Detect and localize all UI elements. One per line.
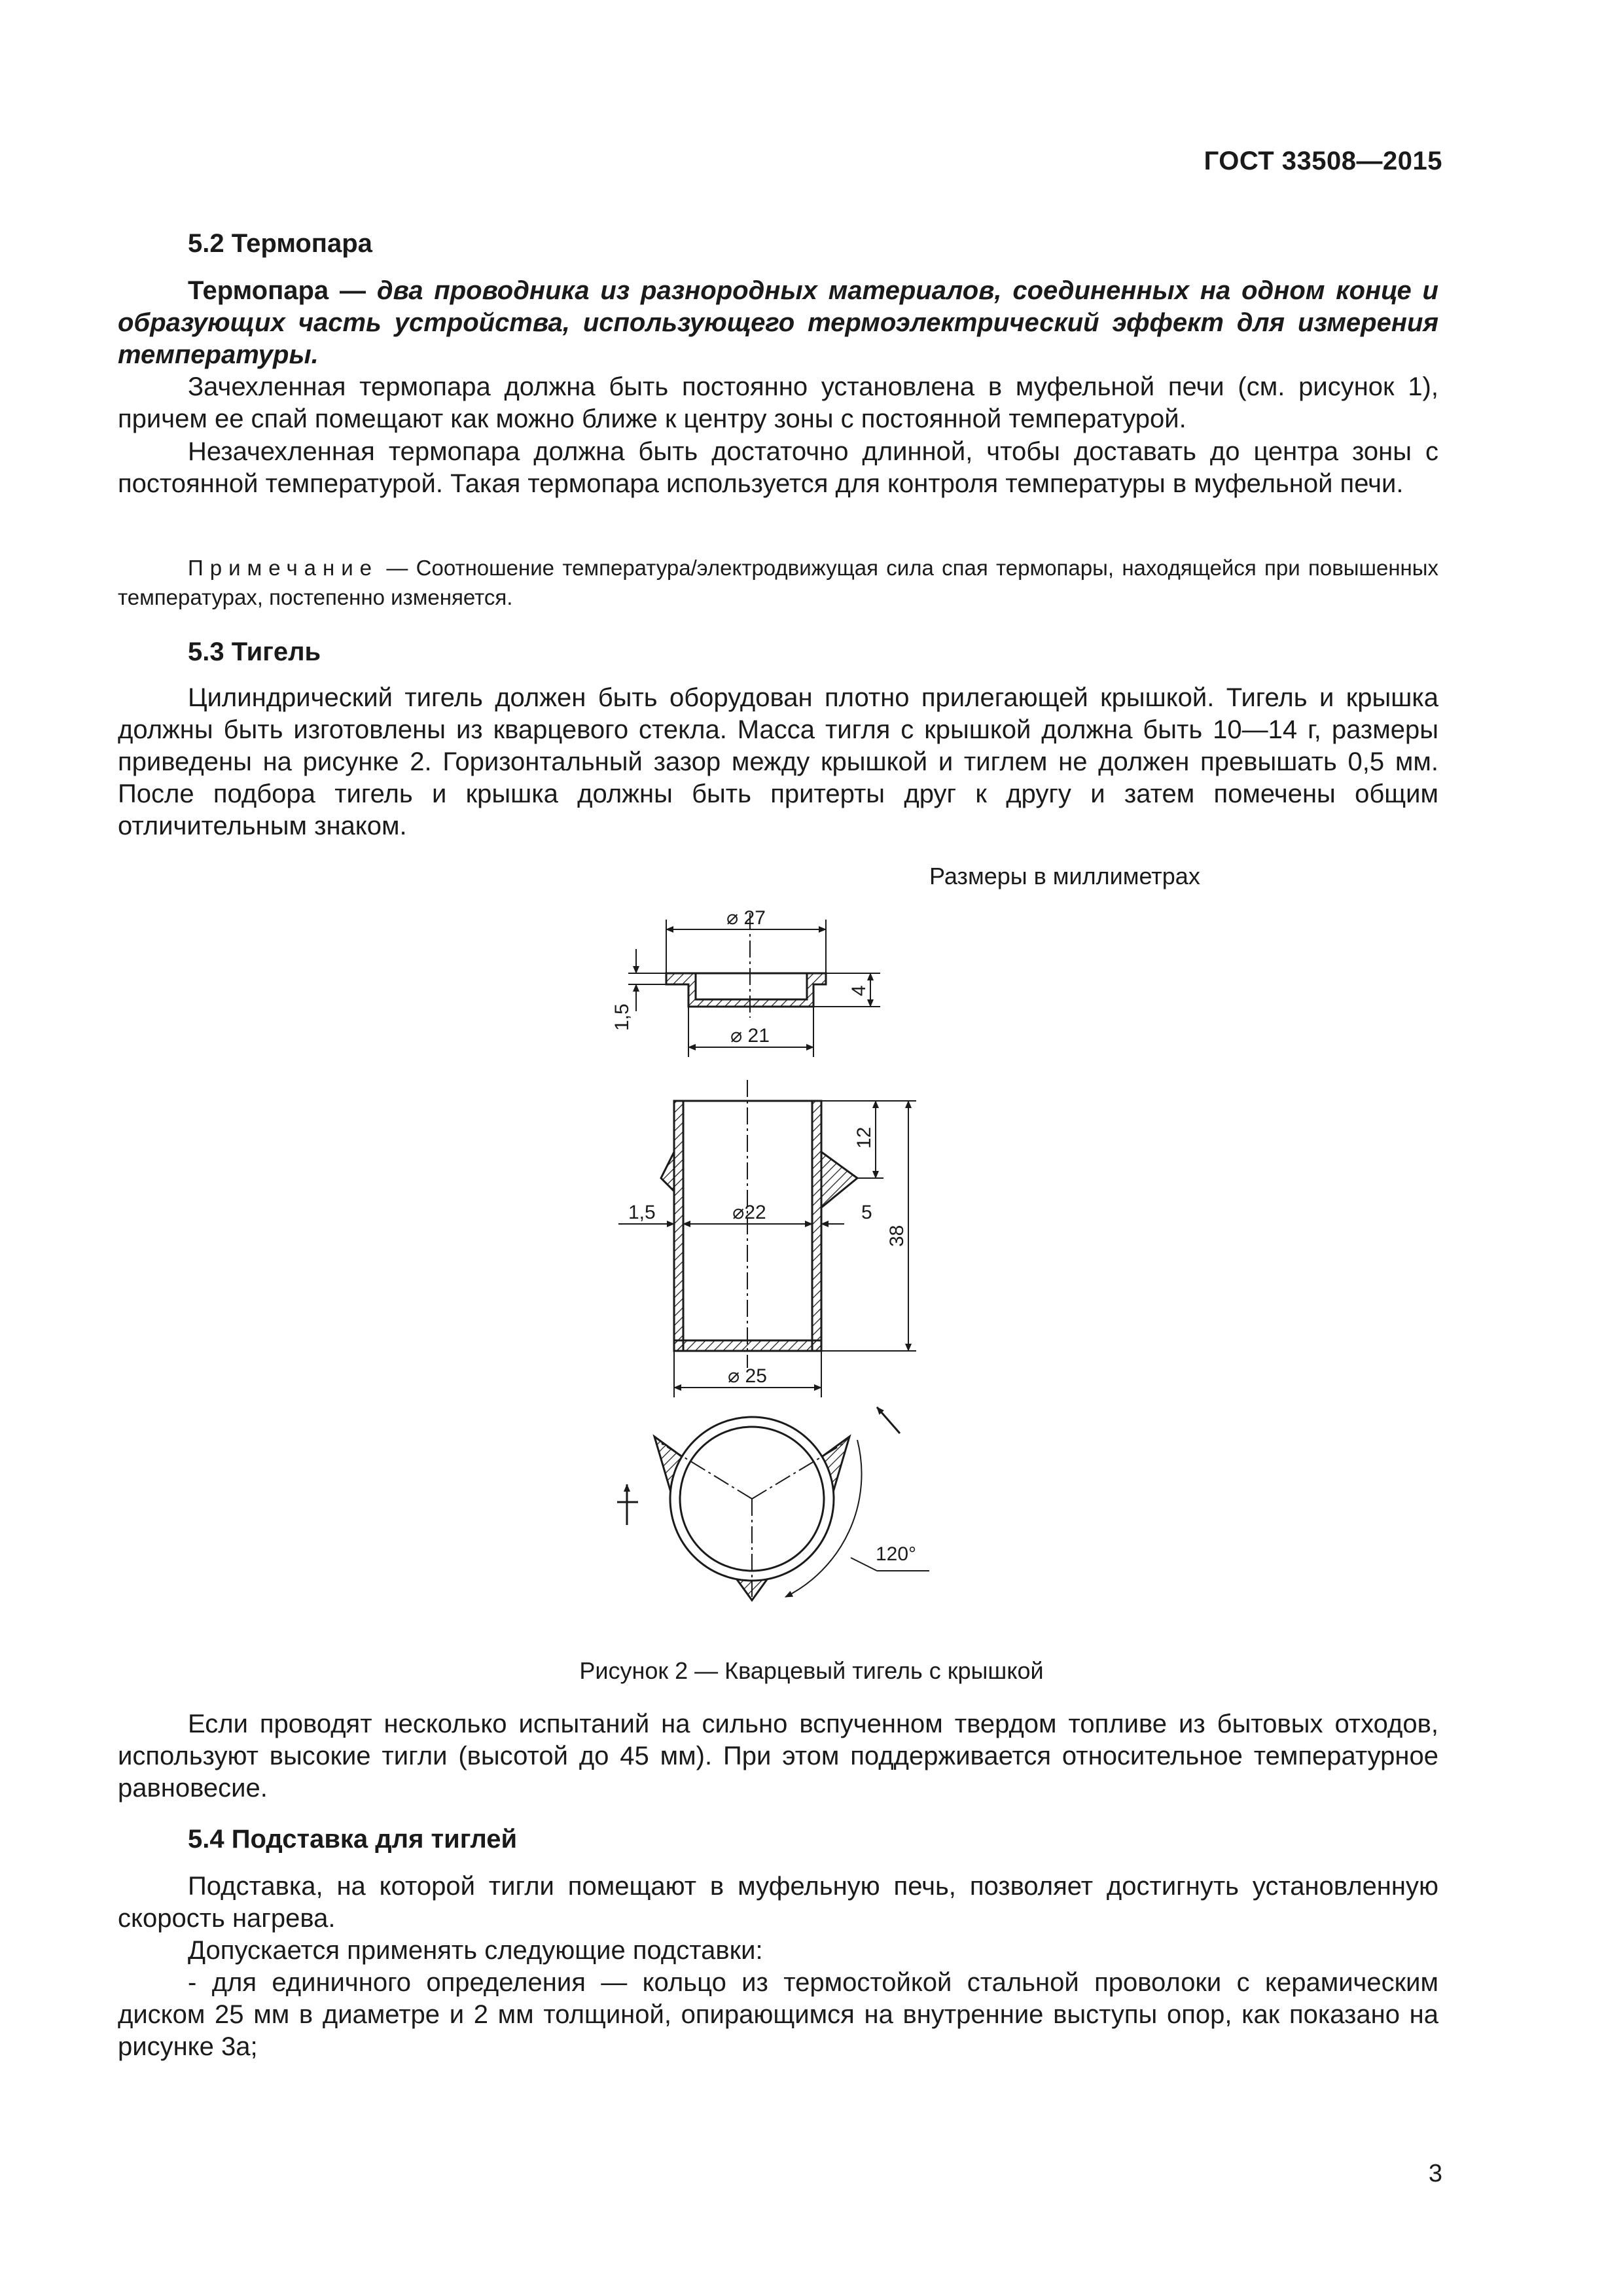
paragraph-crucible: Цилиндрический тигель должен быть оборудован плотно прилегающей крышкой. Тигель и крышка должны быть изготовлены из кварцевого стекла. Масса тигля с крышкой должна быть 10—14 г, размеры приведены на рисунке 2. Горизонтальный зазор между крышкой и тиглем не должен превышать 0,5 мм. После подбора тигель и крышка должны быть притерты друг к другу и затем помечены общим отличительным знаком. (118, 683, 1438, 840)
section-heading-5-3: 5.3 Тигель (188, 637, 321, 666)
paragraph-allowed-stands: Допускается применять следующие подставки: (188, 1936, 763, 1965)
standard-id: ГОСТ 33508—2015 (1204, 147, 1442, 175)
list-item-single-determination: - для единичного определения — кольцо из термостойкой стальной проволоки с керамическим диском 25 мм в диаметре и 2 мм толщиной, опирающимся на внутренние выступы опор, как показано на рисунке 3а; (118, 1968, 1438, 2061)
figure-caption: Рисунок 2 — Кварцевый тигель с крышкой (579, 1657, 1044, 1684)
page-number: 3 (1428, 2160, 1442, 2187)
lid-flange-label: 1,5 (611, 1003, 633, 1031)
lid-view (611, 907, 880, 1057)
lid-outer-diameter-label: ⌀ 27 (726, 907, 766, 929)
paragraph-stand: Подставка, на которой тигли помещают в муфельную печь, позволяет достигнуть установленную скорость нагрева. (118, 1872, 1438, 1933)
dimensions-note: Размеры в миллиметрах (929, 863, 1200, 889)
note-text: — Соотношение температура/электродвижущая сила спая термопары, находящейся при повышенных температурах, постепенно изменяется. (118, 556, 1438, 609)
definition-term: Термопара — (188, 276, 366, 305)
note-label: Примечание (188, 556, 379, 580)
crucible-section-view (618, 1080, 916, 1397)
definition-body: два проводника из разнородных материалов, соединенных на одном конце и образующих часть устройства, использующего термоэлектрический эффект для измерения температуры. (118, 276, 1438, 369)
section-heading-5-2: 5.2 Термопара (188, 229, 372, 258)
crucible-inner-diameter-label: ⌀22 (732, 1202, 766, 1223)
crucible-height-label: 38 (886, 1225, 908, 1247)
paragraph-tall-crucibles: Если проводят несколько испытаний на сильно вспученном твердом топливе из бытовых отходов, используют высокие тигли (высотой до 45 мм). При этом поддерживается относительное температурное равновесие. (118, 1710, 1438, 1803)
crucible-wall-label: 1,5 (628, 1202, 656, 1223)
crucible-lug-label: 5 (861, 1202, 872, 1223)
paragraph-unsheathed-thermocouple: Незачехленная термопара должна быть достаточно длинной, чтобы доставать до центра зоны с постоянной температурой. Такая термопара используется для контроля температуры в муфельной печи. (118, 437, 1438, 498)
lid-height-label: 4 (848, 985, 870, 996)
crucible-plan-view (617, 1407, 929, 1600)
paragraph-sheathed-thermocouple: Зачехленная термопара должна быть постоянно установлена в муфельной печи (см. рисунок 1), причем ее спай помещают как можно ближе к центру зоны с постоянной температурой. (118, 372, 1438, 433)
plan-angle-label: 120° (876, 1543, 917, 1565)
section-heading-5-4: 5.4 Подставка для тиглей (188, 1825, 518, 1854)
crucible-outer-diameter-label: ⌀ 25 (728, 1365, 767, 1387)
lid-inner-diameter-label: ⌀ 21 (730, 1025, 770, 1047)
crucible-lug-offset-label: 12 (853, 1126, 875, 1149)
